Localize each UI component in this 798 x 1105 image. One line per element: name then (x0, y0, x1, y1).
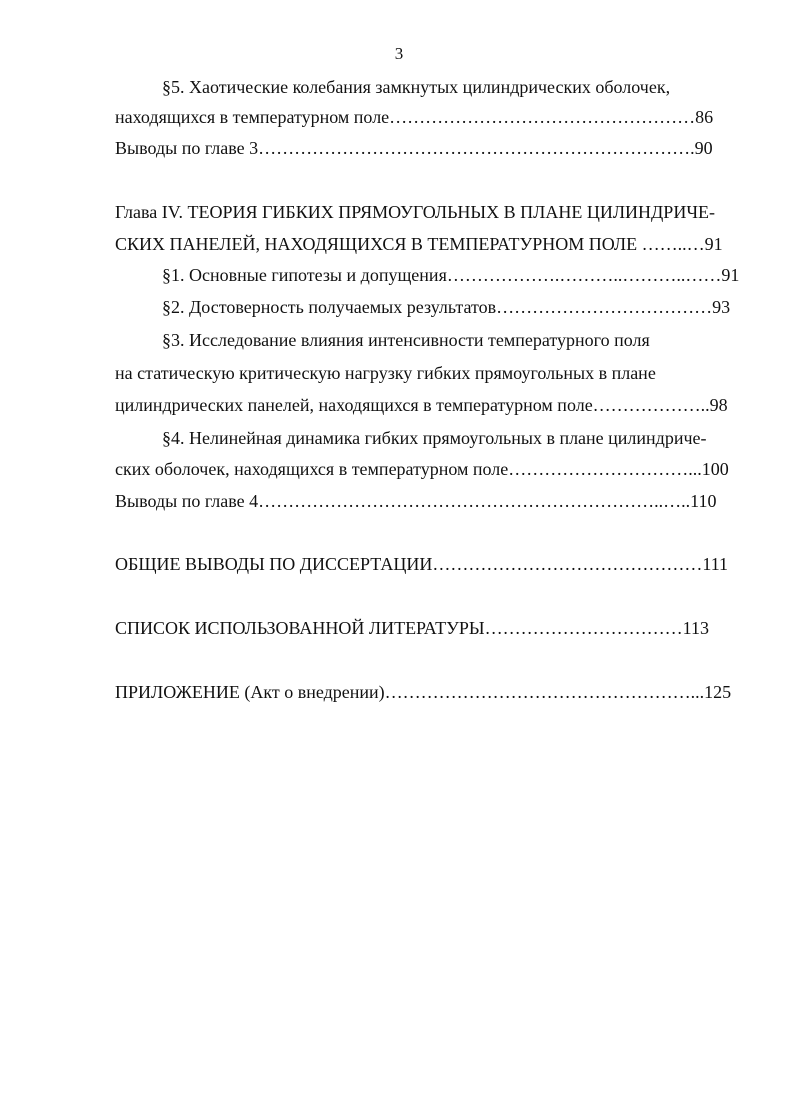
toc-text: §3. Исследование влияния интенсивности температурного поля (162, 330, 650, 350)
toc-text: на статическую критическую нагрузку гибких прямоугольных в плане (115, 363, 656, 383)
toc-text: Выводы по главе 4…………………………………………………………..…..110 (115, 491, 717, 511)
toc-text: Выводы по главе 3……………………………………………………………….90 (115, 138, 713, 158)
toc-text: Глава IV. ТЕОРИЯ ГИБКИХ ПРЯМОУГОЛЬНЫХ В ПЛАНЕ ЦИЛИНДРИЧЕ- (115, 202, 716, 222)
toc-text: §1. Основные гипотезы и допущения……………….………..………..……91 (162, 265, 740, 285)
toc-text: СКИХ ПАНЕЛЕЙ, НАХОДЯЩИХСЯ В ТЕМПЕРАТУРНОМ ПОЛЕ ……..…91 (115, 234, 723, 254)
toc-text: §2. Достоверность получаемых результатов………………………………93 (162, 297, 731, 317)
toc-text: СПИСОК ИСПОЛЬЗОВАННОЙ ЛИТЕРАТУРЫ……………………………113 (115, 618, 709, 638)
toc-text: ских оболочек, находящихся в температурном поле…………………………...100 (115, 459, 729, 479)
toc-text: ОБЩИЕ ВЫВОДЫ ПО ДИССЕРТАЦИИ………………………………………111 (115, 554, 729, 574)
toc-text: цилиндрических панелей, находящихся в температурном поле………………..98 (115, 395, 728, 415)
toc-text: §5. Хаотические колебания замкнутых цилиндрических оболочек, (162, 77, 671, 97)
toc-text: находящихся в температурном поле……………………………………………86 (115, 107, 714, 127)
toc-text: ПРИЛОЖЕНИЕ (Акт о внедрении)……………………………………………...125 (115, 682, 732, 702)
toc-text: §4. Нелинейная динамика гибких прямоугольных в плане цилиндриче- (162, 428, 707, 448)
page-number: 3 (394, 44, 404, 63)
